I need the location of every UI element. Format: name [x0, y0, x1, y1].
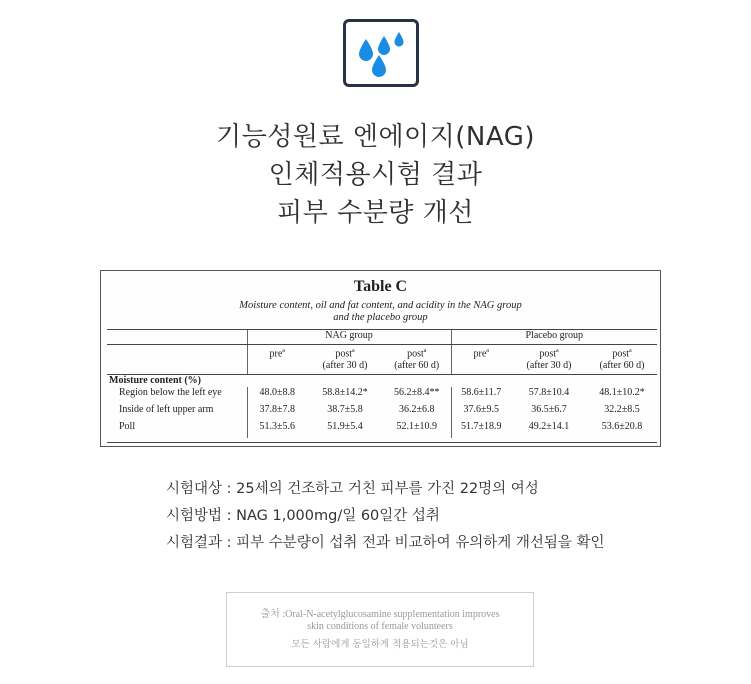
column-header-superscript: a — [282, 348, 285, 354]
column-header-label: post — [335, 348, 352, 360]
row-label: Inside of left upper arm — [119, 404, 214, 415]
water-drops-icon-frame — [343, 19, 419, 87]
table-row — [107, 387, 657, 404]
column-header — [383, 345, 451, 375]
table-row — [107, 421, 657, 438]
table-title: Table C — [353, 278, 408, 295]
column-header-superscript: a — [486, 348, 489, 354]
table-cell: 37.8±7.8 — [247, 404, 307, 421]
column-header-period: (after 60 d) — [394, 360, 440, 372]
table-row — [107, 404, 657, 421]
info-method: 시험방법 : NAG 1,000mg/일 60일간 섭취 — [166, 508, 440, 524]
table-cell: 56.2±8.4** — [394, 387, 440, 398]
group-header-nag: NAG group — [247, 330, 451, 345]
table-cell: 36.2±6.8 — [399, 404, 435, 415]
row-label: Region below the left eye — [119, 387, 222, 398]
table-cell: 53.6±20.8 — [601, 421, 643, 432]
table-cell: 57.8±10.4 — [528, 387, 570, 398]
column-header-superscript: a — [352, 348, 355, 354]
table-subtitle-line-1: Moisture content, oil and fat content, and acidity in the NAG group — [239, 300, 522, 311]
column-header-superscript: a — [629, 348, 632, 354]
data-table — [107, 329, 657, 443]
info-subjects: 시험대상 : 25세의 건조하고 거친 피부를 가진 22명의 여성 — [166, 481, 539, 497]
section-header-row — [107, 375, 657, 388]
table-cell: 48.1±10.2* — [599, 387, 645, 398]
headline-line-2: 인체적용시험 결과 — [268, 160, 483, 190]
source-disclaimer: 모든 사람에게 동일하게 적용되는것은 아님 — [291, 639, 469, 650]
row-label: Poll — [119, 421, 136, 432]
group-header-placebo: Placebo group — [451, 330, 657, 345]
column-header-label: post — [612, 348, 629, 360]
column-header-label: pre — [473, 348, 487, 360]
study-table — [100, 270, 661, 447]
source-box — [226, 592, 534, 667]
source-line-1: 출처 :Oral-N-acetylglucosamine supplementation improves — [260, 609, 500, 620]
column-header — [247, 345, 307, 375]
column-header-period: (after 60 d) — [599, 360, 645, 372]
column-header-period: (after 30 d) — [526, 360, 572, 372]
info-result: 시험결과 : 피부 수분량이 섭취 전과 비교하여 유의하게 개선됨을 확인 — [166, 535, 605, 551]
column-header-superscript: a — [423, 348, 427, 354]
column-header-label: pre — [269, 348, 283, 360]
source-line-2: skin conditions of female volunteers — [307, 621, 453, 632]
column-header-label: post — [539, 348, 556, 360]
water-drops-icon — [346, 22, 416, 84]
column-header — [451, 345, 511, 375]
table-bottom-rule — [107, 438, 657, 443]
section-moisture-content: Moisture content (%) — [109, 375, 202, 386]
table-cell: 51.7±18.9 — [451, 421, 511, 438]
table-cell: 32.2±8.5 — [604, 404, 640, 415]
table-subtitle-line-2: and the placebo group — [333, 312, 428, 323]
column-header-label: post — [407, 348, 424, 360]
table-cell: 51.9±5.4 — [327, 421, 363, 432]
table-cell: 37.6±9.5 — [451, 404, 511, 421]
group-header-row — [107, 330, 657, 345]
table-cell: 49.2±14.1 — [528, 421, 570, 432]
headline-line-1: 기능성원료 엔에이지(NAG) — [215, 122, 536, 152]
headline — [0, 118, 751, 232]
column-header — [511, 345, 587, 375]
headline-line-3: 피부 수분량 개선 — [277, 198, 474, 228]
table-cell: 52.1±10.9 — [396, 421, 437, 432]
column-header-period: (after 30 d) — [322, 360, 368, 372]
column-header-row — [107, 345, 657, 375]
column-header-superscript: a — [556, 348, 559, 354]
table-cell: 36.5±6.7 — [531, 404, 567, 415]
table-cell: 48.0±8.8 — [247, 387, 307, 404]
column-header — [307, 345, 383, 375]
table-subtitle — [101, 300, 660, 324]
study-info — [166, 476, 605, 557]
table-cell: 58.8±14.2* — [322, 387, 368, 398]
column-header — [587, 345, 657, 375]
table-cell: 38.7±5.8 — [327, 404, 363, 415]
table-cell: 58.6±11.7 — [451, 387, 511, 404]
table-cell: 51.3±5.6 — [247, 421, 307, 438]
